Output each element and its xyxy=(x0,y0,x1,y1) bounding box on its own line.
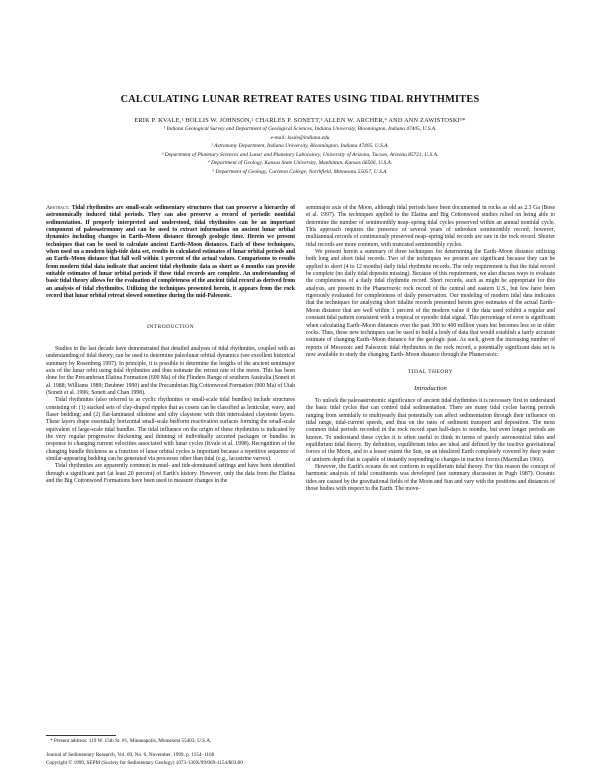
section-heading-tidal-theory: TIDAL THEORY xyxy=(407,369,454,376)
footnote-divider xyxy=(46,735,116,736)
body-paragraph: Tidal rhythmites are apparently common in mud- and tide-dominated settings and have been identified through a significant part (at least 20 percent) of Earth's history. However, only the data from the Elatina and the Big Cottonwood Formations have been used to measure changes in the xyxy=(46,463,295,484)
paper-title: CALCULATING LUNAR RETREAT RATES USING TIDAL RHYTHMITES xyxy=(120,94,480,105)
affiliation: ³ Department of Planetary Sciences and Lunar and Planetary Laboratory, University of Arizona, Tucson, Arizona 85721, U.S.A. xyxy=(161,151,439,158)
section-heading-introduction: INTRODUCTION xyxy=(146,324,195,331)
abstract-text: Tidal rhythmites are small-scale sedimentary structures that can preserve a hierarchy of astronomically induced tidal periods. They can also preserve a record of periodic nontidal sedimentation. If properly interpreted and understood, tidal rhythmites can be an important component of paleoastronomy and can be used to extract information on ancient lunar orbital dynamics including changes in Earth–Moon distance through geologic time. Herein we present techniques that can be used to calculate ancient Earth–Moon distances. Each of these techniques, when used on a modern high-tide data set, results in calculated estimates of lunar orbital periods and an Earth–Moon distance that fall well within 1 percent of the actual values. Comparisons to results from modern tidal data indicate that ancient tidal rhythmite data as short as 4 months can provide suitable estimates of lunar orbital periods if these tidal records are complete. An understanding of basic tidal theory allows for the evaluation of completeness of the ancient tidal record as derived from an analysis of tidal rhythmites. Utilizing the techniques presented herein, it appears from the rock record that lunar orbital retreat slowed sometime during the mid-Paleozoic. xyxy=(46,205,295,300)
affiliation-email: e-mail: kvale@indiana.edu xyxy=(270,134,330,141)
body-paragraph: To unlock the paleoastronomic significance of ancient tidal rhythmites it is necessary first to understand the basic tidal cycles that can control tidal sedimentation. There are many tidal cycles having periods ranging from semidaily to multiyearly that potentially can affect sedimentation through their influence on tidal range, tidal-current speeds, and thus on the rates of sediment transport and deposition. The most common tidal periods recorded in the rock record span half-days to months, but even longer periods are known. To understand these cycles it is often useful to think in terms of purely astronomical tides and equilibrium tidal theory. By definition, equilibrium tides are ideal and defined by the tractive gravitational forces of the Moon, and to a lesser extent the Sun, on an idealized Earth completely covered by deep water of uniform depth that is capable of instantly responding to changes in tractive forces (Macmillan 1966). xyxy=(306,397,555,463)
abstract-label: Abstract: xyxy=(46,205,70,211)
body-paragraph: We present herein a summary of three techniques for determining the Earth–Moon distance utilizing both long and short tidal records. Two of the techniques we present are significant because they can be applied to short (4 to 12 months) daily tidal rhythmite records. The only requirement is that the tidal record be complete (no daily tidal deposits missing). Because of this requirement, we also discuss ways to evaluate the completeness of a daily tidal rhythmite record. Short records, such as might be appropriate for this analysis, are present in the Phanerozoic rock record of the central and eastern U.S., but few have been rigorously evaluated for completeness of daily preservation. Our modeling of modern tidal data indicates that the techniques for analyzing short tidalite records presented herein give estimates of the actual Earth–Moon distance that are well within 1 percent of the modern value if the data used exhibit a regular and constant tidal pattern consistent with a tropical or synodic tidal signal. This percentage of error is significant when calculating Earth–Moon distances over the past 300 to 400 million years but becomes less so in older rocks. Thus, these new techniques can be used to build a body of data that would establish a fairly accurate estimate of changing Earth–Moon distance for the geologic past. As such, given the increasing number of reports of Mesozoic and Paleozoic tidal rhythmites in the rock record, a potentially significant data set is now available to study the changing Earth–Moon distance through the Phanerozoic. xyxy=(306,249,555,358)
right-column xyxy=(306,205,555,493)
left-column xyxy=(46,205,295,485)
body-paragraph: Tidal rhythmites (also referred to as cyclic rhythmites or small-scale tidal bundles) include structures consisting of: (1) stacked sets of clay-draped ripples that as cosets can be classified as lenticular, wavy, and flaser bedding; and (2) flat-laminated siltstone and silty claystone with thin intercalated claystone layers. These layers drape essentially horizontal small-scale bedform reactivation surfaces forming the small-scale equivalent of large-scale tidal bundles. The tidal influence on the origin of these rhythmites is indicated by the very regular progressive thickening and thinning of individually accreted packages or bundles in response to changing current velocities associated with lunar cycles (Kvale et al. 1998). Recognition of the changing bundle thickness as a function of lunar orbital cycles is important because a repetitive sequence of similar-appearing bedding can be generated via processes other than tidal (e.g., lacustrine varves). xyxy=(46,397,295,462)
footnote: * Present address: 119 W. 15th St. #1, Minneapolis, Minnesota 55403, U.S.A. xyxy=(50,738,212,744)
affiliation: ⁵ Department of Geology, Carleton College, Northfield, Minnesota 55057, U.S.A. xyxy=(212,168,388,175)
journal-citation: Journal of Sedimentary Research, Vol. 69, No. 6, November, 1999, p. 1154–1168 xyxy=(46,752,215,758)
affiliation: ⁴ Department of Geology, Kansas State University, Manhattan, Kansas 66506, U.S.A. xyxy=(207,160,393,167)
subsection-heading-introduction: Introduction xyxy=(414,384,447,392)
journal-footer xyxy=(46,752,566,767)
affiliation: ¹ Indiana Geological Survey and Department of Geological Sciences, Indiana University, Bloomington, Indiana 47405, U.S.A. xyxy=(163,126,437,132)
abstract xyxy=(46,205,295,300)
copyright-line: Copyright © 1999, SEPM (Society for Sedimentary Geology) 1073-130X/99/069-1154/$03.00 xyxy=(46,759,243,766)
author-list: ERIK P. KVALE,¹ HOLLIS W. JOHNSON,² CHARLES P. SONETT,³ ALLEN W. ARCHER,⁴ AND ANN ZAWISTOSKI⁵* xyxy=(134,117,466,124)
affiliations xyxy=(40,125,560,177)
body-paragraph: Studies in the last decade have demonstrated that detailed analyses of tidal rhythmites, coupled with an understanding of tidal theory, can be used to determine paleolunar orbital dynamics (see excellent historical summary by Rosenberg 1997). In principle, it is possible to determine the lengths of the ancient semimajor axis of the lunar orbit using tidal rhythmites and thus estimate the retreat rate of the moon. This has been done for the Precambrian Elatina Formation (600 Ma) of the Flinders Range of southern Australia (Sonett et al. 1988; Williams 1989; Deubner 1990) and the Precambrian Big Cottonwood Formation (900 Ma) of Utah (Sonett et al. 1996; Sonett and Chan 1998). xyxy=(46,345,295,396)
affiliation: ² Astronomy Department, Indiana University, Bloomington, Indiana 47405, U.S.A. xyxy=(211,143,389,150)
body-paragraph: However, the Earth's oceans do not conform to equilibrium tidal theory. For this reason the concept of harmonic analysis of tidal constituents was developed (see summary discussion in Pugh 1987). Oceanic tides are caused by the gravitational fields of the Moon and Sun and vary with the positions and distances of those bodies with respect to the Earth. The move- xyxy=(306,464,555,493)
body-paragraph: semimajor axis of the Moon, although tidal periods have been documented in rocks as old as 2.3 Ga (Bose et al. 1997). The techniques applied to the Elatina and Big Cottonwood studies relied on being able to determine the number of semimonthly neap–spring tidal cycles preserved within an annual nontidal cycle. This approach requires the presence of several years of unbroken semimonthly record; however, multiannual records of continuously preserved neap–spring tidal records are rare in the rock record. Shorter tidal records are more common, with truncated semimonthly cycles. xyxy=(306,205,555,248)
